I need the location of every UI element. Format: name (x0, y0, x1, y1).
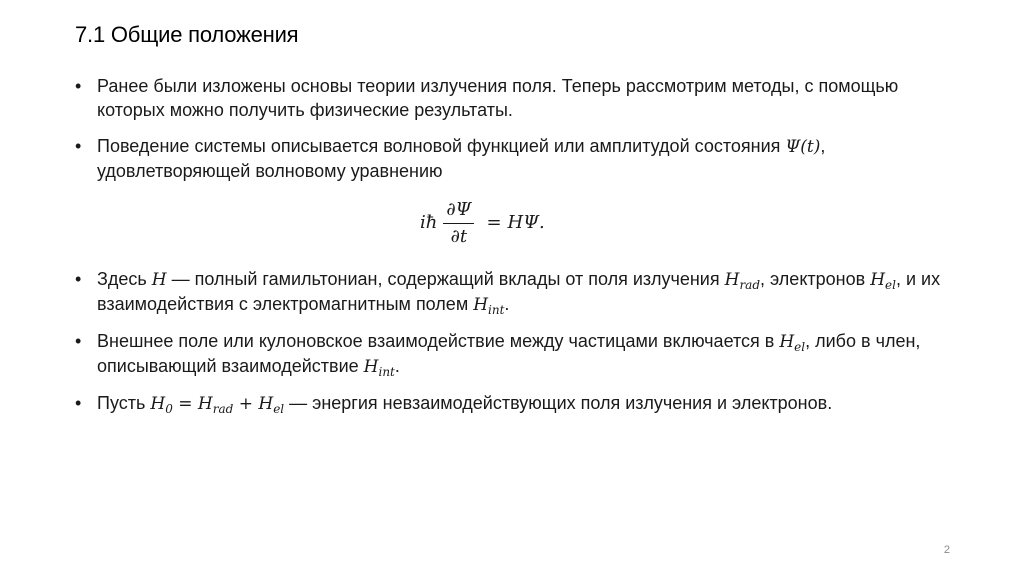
fraction-bar (443, 223, 474, 224)
math-plus: + (233, 394, 259, 414)
equation-numerator: ∂Ψ (446, 198, 472, 220)
bullet-text: . (504, 294, 510, 314)
bullet-item-5 (75, 391, 955, 416)
math-h-int: $H_{int}$ (363, 357, 395, 379)
equation-denominator: ∂t (450, 225, 468, 247)
math-psi-t: Ψ(t) (785, 137, 821, 157)
bullet-text: , электронов (760, 269, 871, 289)
bullet-dot: • (75, 136, 82, 156)
slide-content (75, 74, 955, 428)
bullet-text: Внешнее поле или кулоновское взаимодействие между частицами включается в (97, 331, 780, 351)
bullet-dot: • (75, 76, 82, 96)
bullet-dot: • (75, 269, 82, 289)
math-h-el: $H_{el}$ (779, 332, 806, 354)
math-h-int: $H_{int}$ (473, 295, 505, 317)
bullet-item-2 (75, 134, 955, 183)
bullet-text: Ранее были изложены основы теории излучения поля. Теперь рассмотрим методы, с помощью которых можно получить физические результаты. (97, 76, 899, 120)
bullet-text: . (394, 356, 400, 376)
bullet-text: , удовлетворяющей волновому уравнению (97, 136, 826, 181)
page-number: 2 (943, 544, 950, 556)
wave-equation (75, 195, 955, 255)
bullet-item-3 (75, 267, 955, 317)
equation-fraction (443, 199, 474, 248)
bullet-text: , и их взаимодействия с электромагнитным полем (97, 269, 941, 314)
math-h-0: $H_0$ (150, 394, 173, 416)
math-equals: = (172, 394, 198, 414)
math-h-el: $H_{el}$ (870, 270, 896, 292)
bullet-text: Здесь (97, 269, 152, 289)
bullet-dot: • (75, 393, 82, 413)
bullet-text: , либо в член, описывающий взаимодействие (97, 331, 921, 376)
bullet-dot: • (75, 331, 82, 351)
math-h-el: $H_{el}$ (258, 394, 285, 416)
bullet-item-4 (75, 329, 955, 379)
equation-equals: = (486, 212, 502, 233)
math-h-rad: $H_{rad}$ (197, 394, 234, 416)
bullet-item-1 (75, 74, 955, 122)
bullet-text: — полный гамильтониан, содержащий вклады от поля излучения (166, 269, 725, 289)
bullet-text: Поведение системы описывается волновой функцией или амплитудой состояния (97, 136, 786, 156)
bullet-text: Пусть (97, 393, 151, 413)
bullet-text: — энергия невзаимодействующих поля излучения и электронов. (284, 393, 833, 413)
math-h: H (151, 270, 167, 290)
equation-lhs: iħ (420, 212, 438, 233)
slide-title: 7.1 Общие положения (75, 22, 299, 47)
equation-rhs: HΨ. (507, 212, 545, 233)
math-h-rad: $H_{rad}$ (724, 270, 761, 292)
